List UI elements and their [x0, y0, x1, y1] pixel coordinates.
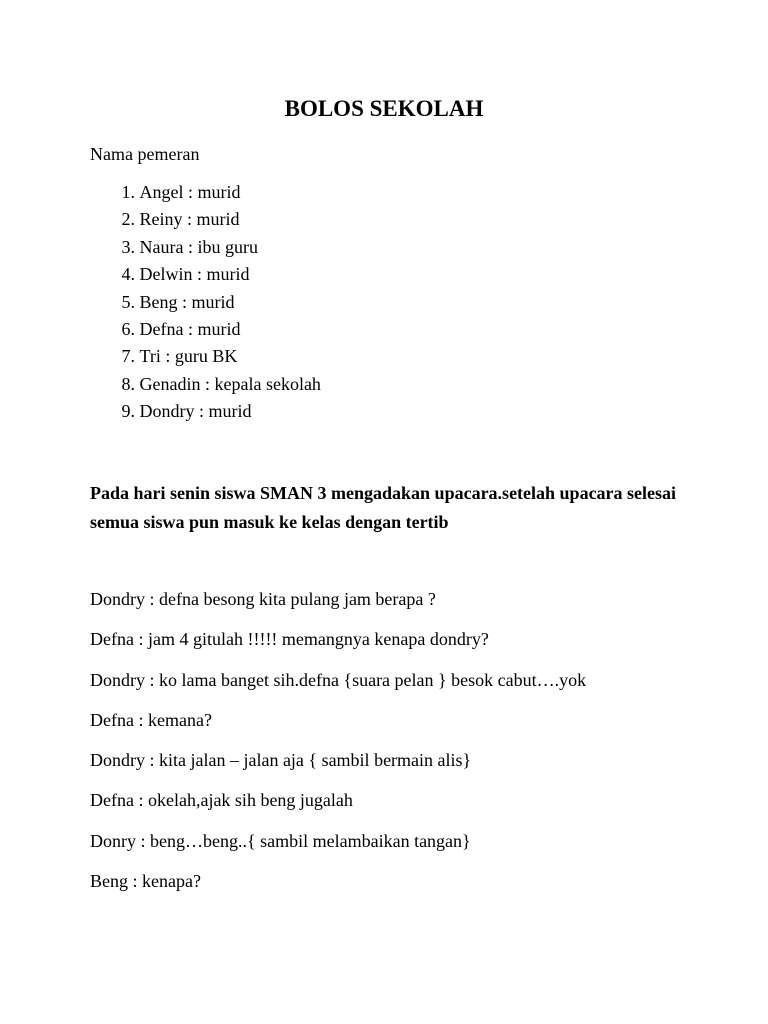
narration-paragraph: Pada hari senin siswa SMAN 3 mengadakan upacara.setelah upacara selesai semua siswa pun masuk ke kelas dengan tertib: [90, 483, 677, 532]
dialogue-line: Dondry : ko lama banget sih.defna {suara pelan } besok cabut….yok: [90, 669, 587, 690]
dialogue-line: Dondry : kita jalan – jalan aja { sambil bermain alis}: [90, 750, 472, 771]
cast-item-text: Defna : murid: [139, 318, 241, 339]
dialogue-line: Defna : jam 4 gitulah !!!!! memangnya kenapa dondry?: [90, 629, 489, 650]
document-title: BOLOS SEKOLAH: [284, 96, 484, 121]
cast-item-text: Reiny : murid: [139, 209, 240, 230]
cast-item-number: 7.: [121, 346, 135, 367]
cast-item: [90, 371, 321, 398]
cast-item-number: 5.: [121, 291, 135, 312]
cast-item-text: Delwin : murid: [139, 264, 250, 285]
cast-item-text: Dondry : murid: [139, 401, 252, 422]
cast-list: [90, 179, 321, 426]
dialogue-line: Donry : beng…beng..{ sambil melambaikan tangan}: [90, 830, 471, 851]
cast-item-number: 4.: [121, 264, 135, 285]
cast-item-number: 1.: [121, 182, 135, 202]
cast-item: [90, 261, 321, 288]
cast-item: [90, 316, 321, 343]
cast-item-number: 8.: [121, 373, 135, 394]
cast-item-text: Angel : murid: [139, 182, 241, 202]
dialogue-line: Beng : kenapa?: [90, 871, 201, 892]
cast-item: [90, 206, 321, 233]
dialogue-line: Defna : kemana?: [90, 709, 212, 730]
cast-item-text: Naura : ibu guru: [139, 236, 258, 257]
cast-item-number: 3.: [121, 236, 135, 257]
dialogue-line: Dondry : defna besong kita pulang jam berapa ?: [90, 589, 436, 609]
cast-item: [90, 343, 321, 370]
cast-item-number: 9.: [121, 401, 135, 422]
cast-item-text: Genadin : kepala sekolah: [139, 373, 321, 394]
cast-item: [90, 398, 321, 425]
cast-item: [90, 234, 321, 261]
cast-item: [90, 179, 321, 206]
cast-item-number: 6.: [121, 318, 135, 339]
cast-item: [90, 289, 321, 316]
dialogue-list: [90, 587, 586, 909]
cast-heading: Nama pemeran: [90, 144, 200, 164]
cast-item-number: 2.: [121, 209, 135, 230]
cast-item-text: Tri : guru BK: [139, 346, 238, 367]
dialogue-line: Defna : okelah,ajak sih beng jugalah: [90, 790, 353, 811]
cast-item-text: Beng : murid: [139, 291, 235, 312]
